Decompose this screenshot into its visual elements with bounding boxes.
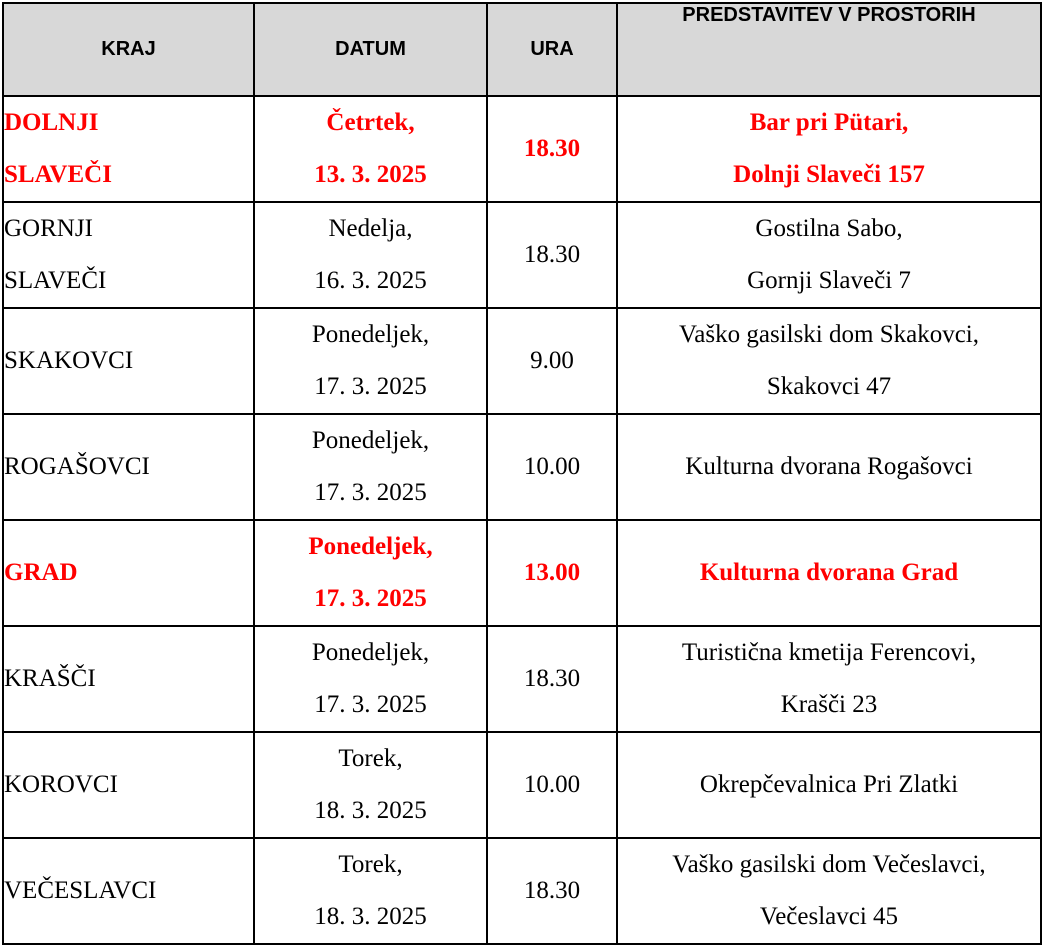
predstavitev-cell: [617, 202, 1041, 308]
table-row: [3, 308, 1041, 414]
kraj-cell: KOROVCI: [3, 732, 254, 838]
table-row: [3, 96, 1041, 202]
header-kraj: KRAJ: [3, 3, 254, 96]
table-row: [3, 520, 1041, 626]
ura-cell: 13.00: [487, 520, 617, 626]
datum-cell: [254, 838, 487, 944]
datum-cell: [254, 520, 487, 626]
venue-address: Dolnji Slaveči 157: [733, 161, 925, 188]
venue-name: Gostilna Sabo,: [755, 215, 903, 242]
venue-name: Vaško gasilski dom Skakovci,: [679, 321, 979, 348]
table-row: [3, 414, 1041, 520]
kraj-line: SLAVEČI: [4, 267, 107, 294]
predstavitev-cell: Kulturna dvorana Rogašovci: [617, 414, 1041, 520]
date: 16. 3. 2025: [314, 267, 427, 294]
datum-cell: [254, 414, 487, 520]
date: 13. 3. 2025: [314, 161, 427, 188]
venue-address: Gornji Slaveči 7: [747, 267, 911, 294]
ura-cell: 10.00: [487, 414, 617, 520]
ura-cell: 10.00: [487, 732, 617, 838]
ura-cell: 9.00: [487, 308, 617, 414]
predstavitev-cell: [617, 838, 1041, 944]
kraj-cell: VEČESLAVCI: [3, 838, 254, 944]
predstavitev-cell: Okrepčevalnica Pri Zlatki: [617, 732, 1041, 838]
table-row: [3, 732, 1041, 838]
venue-address: Večeslavci 45: [759, 903, 899, 930]
day-name: Torek,: [338, 745, 403, 772]
table-row: [3, 626, 1041, 732]
day-name: Četrtek,: [326, 109, 415, 136]
datum-cell: [254, 626, 487, 732]
date: 17. 3. 2025: [314, 373, 427, 400]
schedule-table: [2, 2, 1042, 945]
predstavitev-cell: [617, 308, 1041, 414]
ura-cell: 18.30: [487, 202, 617, 308]
kraj-cell: KRAŠČI: [3, 626, 254, 732]
predstavitev-cell: Kulturna dvorana Grad: [617, 520, 1041, 626]
header-ura: URA: [487, 3, 617, 96]
date: 17. 3. 2025: [314, 691, 427, 718]
day-name: Ponedeljek,: [311, 639, 430, 666]
datum-cell: [254, 308, 487, 414]
table-row: [3, 838, 1041, 944]
venue-address: Krašči 23: [780, 691, 878, 718]
kraj-cell: [3, 96, 254, 202]
date: 17. 3. 2025: [314, 585, 427, 612]
venue-address: Skakovci 47: [766, 373, 892, 400]
ura-cell: 18.30: [487, 626, 617, 732]
kraj-cell: SKAKOVCI: [3, 308, 254, 414]
ura-cell: 18.30: [487, 838, 617, 944]
predstavitev-cell: [617, 626, 1041, 732]
kraj-line: GORNJI: [4, 215, 93, 242]
day-name: Nedelja,: [328, 215, 413, 242]
kraj-cell: [3, 202, 254, 308]
day-name: Ponedeljek,: [311, 321, 430, 348]
date: 18. 3. 2025: [314, 903, 427, 930]
date: 17. 3. 2025: [314, 479, 427, 506]
kraj-line: SLAVEČI: [4, 161, 112, 188]
kraj-cell: ROGAŠOVCI: [3, 414, 254, 520]
header-row: [3, 3, 1041, 96]
header-predstavitev: PREDSTAVITEV V PROSTORIH: [617, 3, 1041, 96]
day-name: Ponedeljek,: [308, 533, 433, 560]
day-name: Ponedeljek,: [311, 427, 430, 454]
predstavitev-cell: [617, 96, 1041, 202]
datum-cell: [254, 732, 487, 838]
date: 18. 3. 2025: [314, 797, 427, 824]
ura-cell: 18.30: [487, 96, 617, 202]
venue-name: Bar pri Pütari,: [749, 109, 909, 136]
day-name: Torek,: [338, 851, 403, 878]
table-row: [3, 202, 1041, 308]
datum-cell: [254, 202, 487, 308]
kraj-cell: GRAD: [3, 520, 254, 626]
venue-name: Turistična kmetija Ferencovi,: [681, 639, 977, 666]
datum-cell: [254, 96, 487, 202]
venue-name: Vaško gasilski dom Večeslavci,: [672, 851, 986, 878]
header-datum: DATUM: [254, 3, 487, 96]
kraj-line: DOLNJI: [4, 109, 99, 136]
